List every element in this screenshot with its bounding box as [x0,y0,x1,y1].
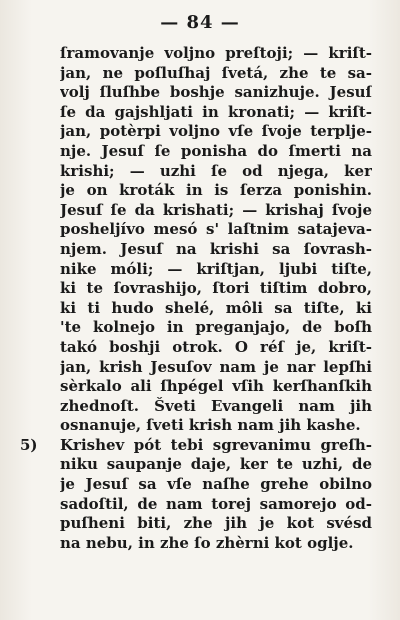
item-line: Krishev pót tebi sgrevanimu greſh- [60,435,372,454]
text-line: takó boshji otrok. O réſ je, kriſt- [60,337,372,356]
text-line: njem. Jesuſ na krishi sa ſovrash- [60,239,372,258]
text-line: jan, potèrpi voljno vſe ſvoje terplje- [60,122,372,141]
item-line: sadoſtil, de nam torej samorejo od- [60,494,372,513]
text-line: krishi; — uzhi ſe od njega, ker [60,161,372,180]
text-line: jan, krish Jesuſov nam je nar lepſhi [60,357,372,376]
text-line: ki te ſovrashijo, ſtori tiſtim dobro, [60,279,372,298]
text-line: zhednoſt. Šveti Evangeli nam jih [60,396,372,415]
text-line: posheljívo mesó s' laſtnim satajeva- [60,220,372,239]
text-line: jan, ne poſluſhaj ſvetá, zhe te sa- [60,63,372,82]
text-line: sèrkalo ali ſhpégel vſih kerſhanſkih [60,377,372,396]
text-line: nje. Jesuſ ſe ponisha do ſmerti na [60,141,372,160]
item-number: 5) [20,436,38,454]
item-line: puſheni biti, zhe jih je kot svésd [60,514,372,533]
text-line: je on kroták in is ſerza ponishin. [60,181,372,200]
text-line: osnanuje, ſveti krish nam jih kashe. [60,416,361,435]
text-line: ki ti hudo shelé, môli sa tiſte, ki [60,298,372,317]
text-line: ſramovanje voljno preſtoji; — kriſt- [60,44,372,62]
item-line: na nebu, in zhe ſo zhèrni kot oglje. [60,533,354,552]
text-line: 'te kolnejo in preganjajo, de boſh [60,318,372,337]
text-line: Jesuſ ſe da krishati; — krishaj ſvoje [60,200,372,219]
page-number-header: — 84 — [160,12,240,33]
item-line: niku saupanje daje, ker te uzhi, de [60,455,372,474]
body-text [60,44,372,553]
text-line: nike móli; — kriſtjan, ljubi tiſte, [60,259,372,278]
text-line: volj ſluſhbe boshje sanizhuje. Jesuſ [60,83,372,102]
item-line: je Jesuſ sa vſe naſhe grehe obilno [60,475,372,494]
text-line: ſe da gajshljati in kronati; — kriſt- [60,102,372,121]
